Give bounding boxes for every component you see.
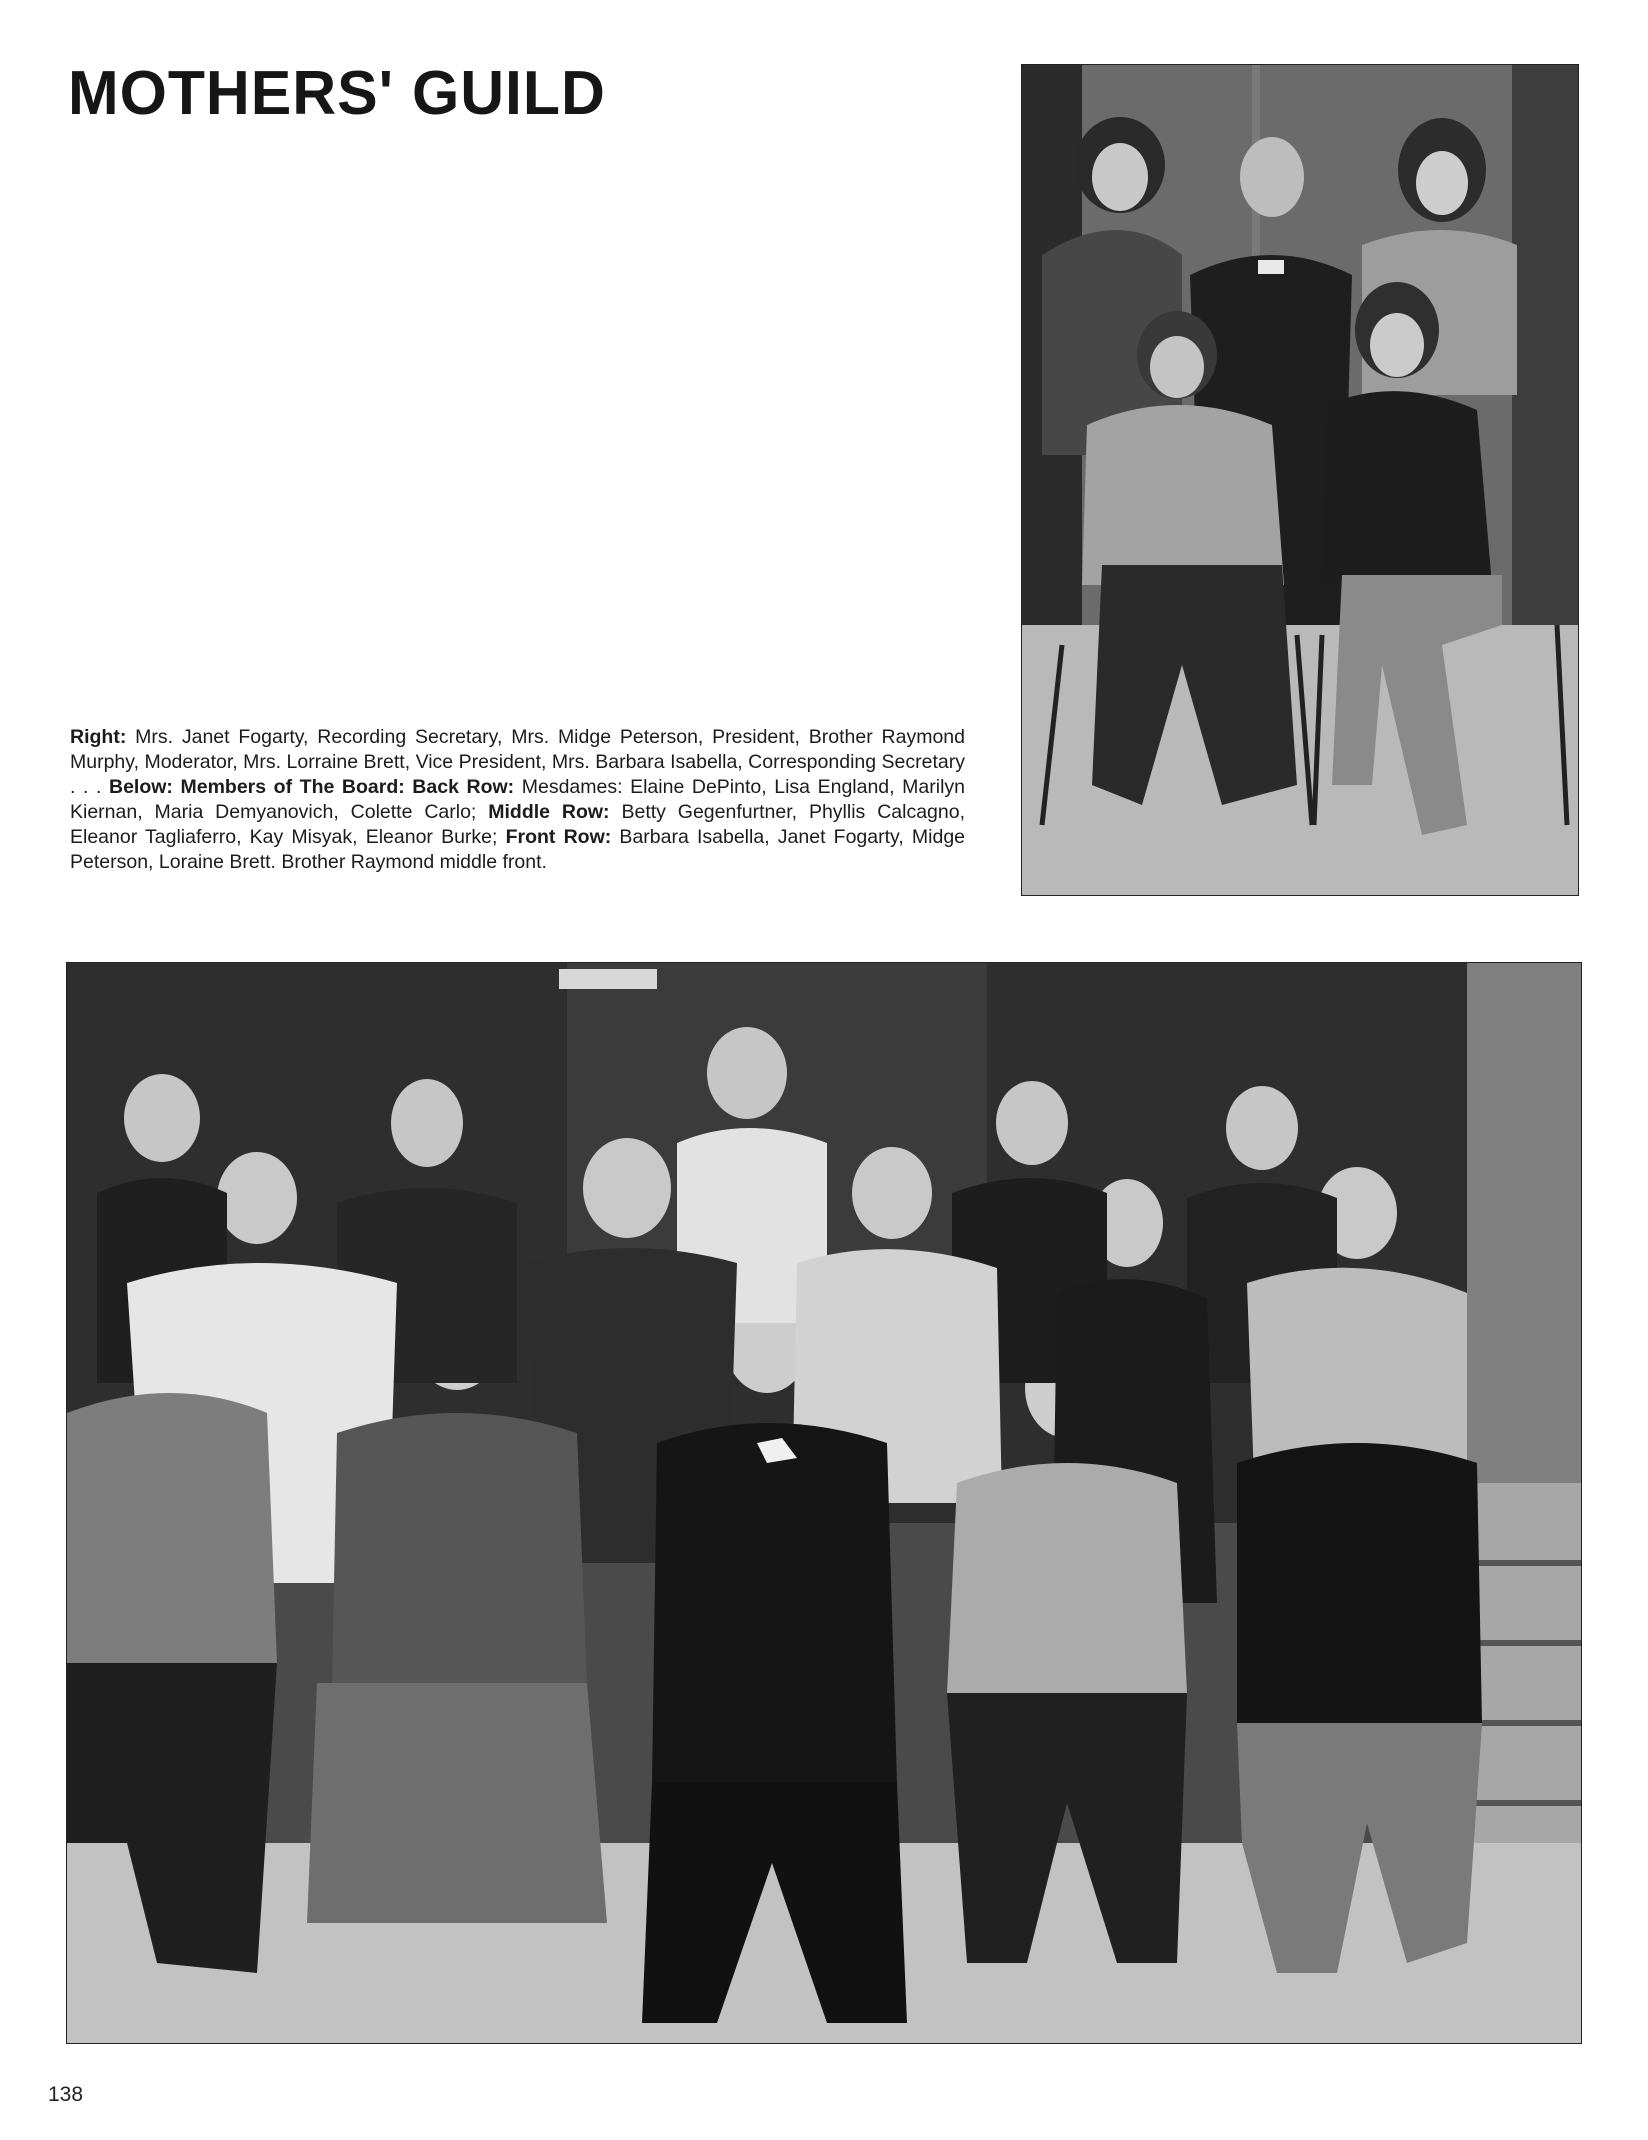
caption-front-label: Front Row: [505, 826, 612, 848]
page-title: MOTHERS' GUILD [68, 59, 606, 128]
board-members-photo-image [67, 963, 1581, 2043]
caption-right-text: Mrs. Janet Fogarty, Recording Secretary, Mrs. Midge Peterson, President, Brother Raymond Murphy, Moderator, Mrs. Lorraine Brett, Vice President, Mrs. Barbara Isabella, Corresponding Secretary . . . [70, 726, 965, 798]
officers-photo [1021, 64, 1579, 896]
caption-back-row-text: Mesdames: Elaine DePinto, Lisa England, Marilyn Kiernan, Maria Demyanovich, Colette Carlo; [70, 776, 965, 823]
caption-right-label: Right: [70, 726, 127, 748]
caption-below-label: Below: Members of The Board: Back Row: [108, 776, 515, 798]
page-number: 138 [48, 2083, 84, 2106]
caption-front-row-text: Barbara Isabella, Janet Fogarty, Midge Peterson, Loraine Brett. Brother Raymond middle front. [70, 826, 966, 873]
board-members-photo [66, 962, 1582, 2044]
caption-middle-label: Middle Row: [488, 801, 610, 823]
officers-photo-image [1022, 65, 1578, 895]
caption-middle-row-text: Betty Gegenfurtner, Phyllis Calcagno, Eleanor Tagliaferro, Kay Misyak, Eleanor Burke; [70, 801, 965, 848]
photo-caption [70, 725, 965, 875]
